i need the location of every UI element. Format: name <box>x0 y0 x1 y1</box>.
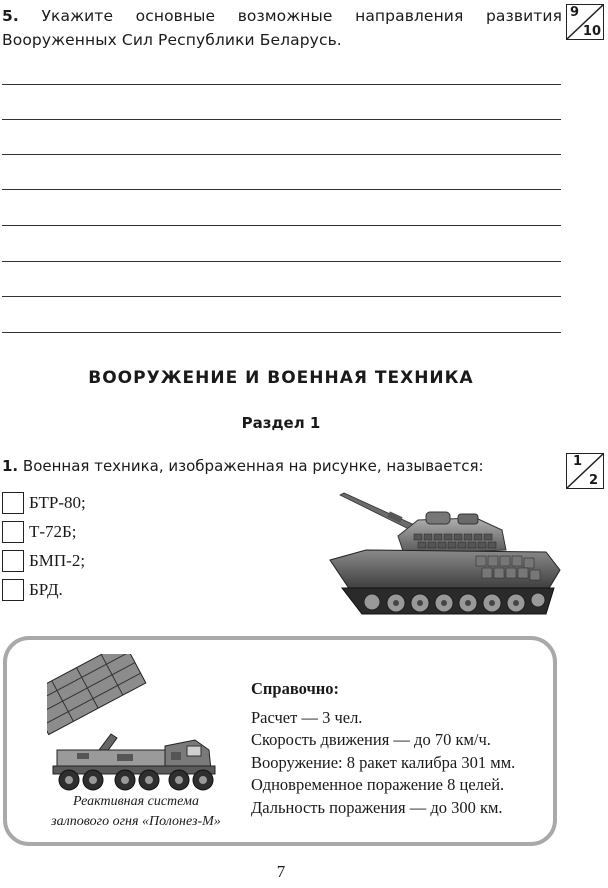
grade-top: 1 <box>573 454 583 469</box>
answer-line[interactable] <box>2 261 561 262</box>
reference-line: Дальность поражения — до 300 км. <box>251 797 503 817</box>
question-1-text: Военная техника, изображенная на рисунке, называется: <box>22 457 484 475</box>
reference-box <box>3 636 557 846</box>
option-1 <box>2 490 86 516</box>
rocket-launcher-illustration <box>47 654 227 794</box>
grade-bottom: 10 <box>582 24 601 39</box>
grade-box-q5 <box>566 4 604 40</box>
option-checkbox[interactable] <box>2 550 24 572</box>
answer-line[interactable] <box>2 296 561 297</box>
option-checkbox[interactable] <box>2 579 24 601</box>
reference-title: Справочно: <box>251 679 340 698</box>
grade-top: 9 <box>570 5 580 20</box>
answer-line[interactable] <box>2 119 561 120</box>
option-label: БТР-80; <box>29 493 86 512</box>
option-checkbox[interactable] <box>2 521 24 543</box>
question-1 <box>2 457 484 475</box>
answer-line[interactable] <box>2 225 561 226</box>
page-number: 7 <box>276 862 286 881</box>
option-2 <box>2 519 77 545</box>
answer-line[interactable] <box>2 332 561 333</box>
reference-line: Одновременное поражение 8 целей. <box>251 775 505 794</box>
option-4 <box>2 577 63 603</box>
reference-line: Вооружение: 8 ракет калибра 301 мм. <box>251 752 516 772</box>
tank-illustration <box>326 490 562 620</box>
option-label: БМП-2; <box>29 551 86 570</box>
question-5-number: 5. <box>2 7 19 25</box>
launcher-caption <box>25 792 247 832</box>
option-3 <box>2 548 85 574</box>
answer-line[interactable] <box>2 189 561 190</box>
question-5-text: Укажите основные возможные направления развития Вооруженных Сил Республики Беларусь. <box>2 7 562 49</box>
subsection-title: Раздел 1 <box>241 414 321 432</box>
reference-line: Скорость движения — до 70 км/ч. <box>251 730 491 749</box>
question-1-number: 1. <box>2 457 19 475</box>
grade-bottom: 2 <box>588 473 598 488</box>
answer-line[interactable] <box>2 84 561 85</box>
question-5 <box>2 4 562 52</box>
reference-line: Расчет — 3 чел. <box>251 707 363 727</box>
caption-line: Реактивная система <box>73 794 199 809</box>
grade-box-q1 <box>566 453 604 489</box>
caption-line: залпового огня «Полонез-М» <box>51 814 221 829</box>
option-label: БРД. <box>29 580 63 599</box>
reference-info <box>251 678 515 819</box>
answer-line[interactable] <box>2 154 561 155</box>
option-checkbox[interactable] <box>2 492 24 514</box>
option-label: Т-72Б; <box>29 522 77 541</box>
section-title: ВООРУЖЕНИЕ И ВОЕННАЯ ТЕХНИКА <box>88 368 474 388</box>
